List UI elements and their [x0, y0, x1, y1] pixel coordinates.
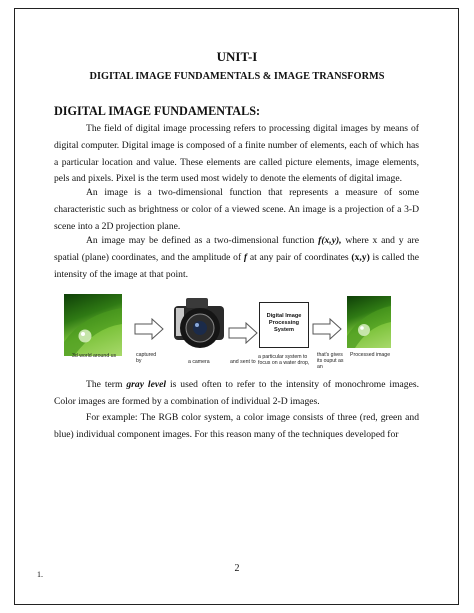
text-run: An image may be defined as a two-dimensional function: [86, 235, 319, 246]
text-run: The term: [86, 379, 127, 390]
caption-processed: Processed image: [350, 352, 391, 358]
leaf-photo: [64, 294, 122, 356]
caption-gives: that's gives its ouput as an: [317, 352, 344, 370]
dip-pipeline-figure: [54, 290, 424, 375]
function-term: f(x,y),: [318, 235, 342, 246]
caption-sent: and sent to: [230, 359, 256, 365]
footer-mark: 1.: [37, 570, 43, 579]
camera-icon: [168, 290, 228, 356]
arrow-icon: [312, 318, 342, 340]
text-run: at any pair of coordinates: [247, 251, 352, 263]
section-heading: DIGITAL IMAGE FUNDAMENTALS:: [54, 104, 261, 118]
page-number: 2: [234, 563, 240, 574]
amplitude-term: f: [243, 251, 248, 263]
caption-captured: captured by: [136, 352, 157, 364]
box-label: Digital Image Processing System: [266, 313, 302, 333]
paragraph-text: For example: The RGB color system, a color image consists of three (red, green and blue) individual component images. For this reason many of the techniques developed for: [54, 412, 419, 440]
text-run: is called the intensity of the image at that point.: [54, 251, 420, 280]
paragraph-gray-level: [54, 377, 419, 411]
paragraph-function: [54, 233, 419, 283]
caption-system: a particular system to focus on a water drop,: [258, 354, 310, 366]
gray-level-term: gray level: [126, 379, 167, 390]
caption-world: 3d world around us: [72, 353, 117, 359]
processed-photo: [347, 296, 391, 348]
unit-title: UNIT-I: [216, 49, 258, 64]
arrow-icon: [228, 322, 258, 344]
text-run: is used often to refer to the intensity of monochrome images. Color images are formed by a combination of individual 2-D images.: [54, 379, 419, 407]
chapter-title: DIGITAL IMAGE FUNDAMENTALS & IMAGE TRANSFORMS: [89, 71, 385, 82]
paragraph-image-definition: [54, 185, 419, 235]
paragraph-pixels: [54, 121, 419, 188]
caption-camera: a camera: [188, 359, 210, 365]
arrow-icon: [134, 318, 164, 340]
dip-system-box: [259, 302, 309, 348]
coordinate-term: (x,y): [351, 251, 370, 263]
paragraph-text: The field of digital image processing refers to processing digital images by means of digital computer. Digital image is composed of a finite number of elements, each of which has a particular location and value. These elements are called picture elements, image elements, pels and pixels. Pixel is the term used most widely to denote the elements of digital image.: [54, 123, 419, 185]
paragraph-rgb: [54, 410, 419, 444]
paragraph-text: An image is a two-dimensional function that represents a measure of some characteristic such as brightness or color of a viewed scene. An image is a projection of a 3-D scene into a 2D projection plane.: [54, 187, 419, 232]
text-run: where x and y are spatial (plane) coordinates, and the amplitude of: [54, 235, 419, 263]
